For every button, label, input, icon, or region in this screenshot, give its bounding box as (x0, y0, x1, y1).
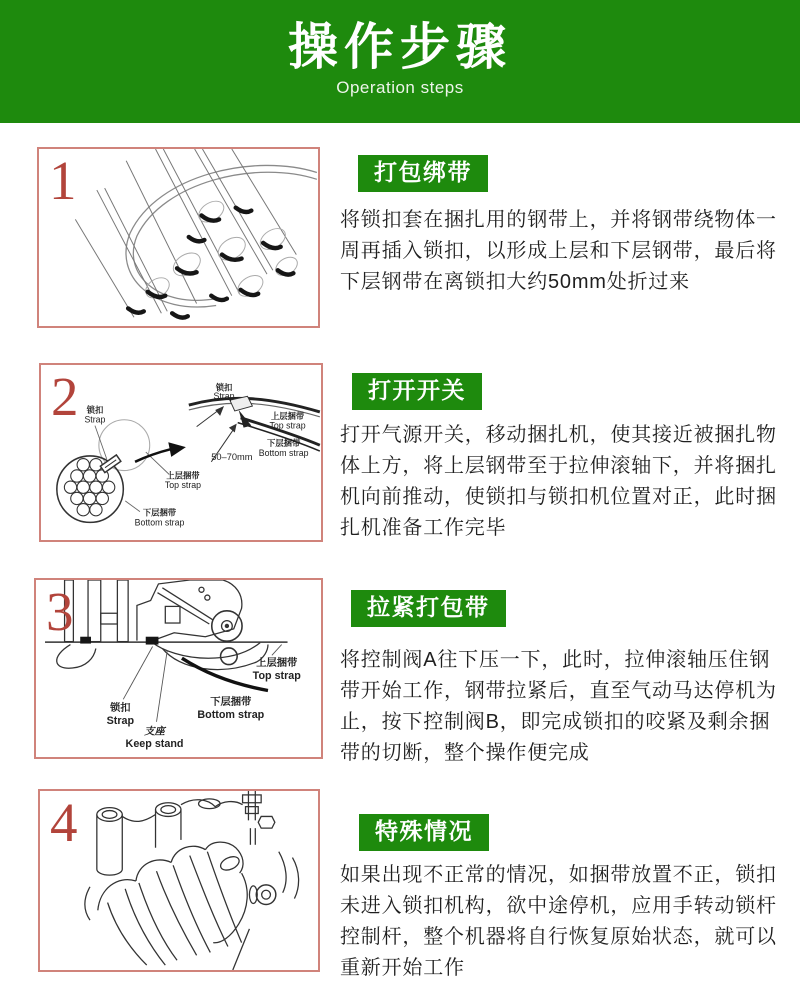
d2-top-strap-mid-label-en: Top strap (164, 480, 202, 491)
step-3-text: 将控制阀A往下压一下，此时，拉伸滚轴压住钢带开始工作，钢带拉紧后，直至气动马达停机为止，按下控制阀B，即完成锁扣的咬紧及剩余捆带的切断，整个操作便完成 (340, 649, 777, 764)
d3-buckle-label-cn: 锁扣 (110, 703, 131, 715)
pipe-bundle-strapping-illustration (39, 149, 318, 326)
d2-bottom-strap-right-label-cn: 下层捆带 (267, 438, 301, 449)
d2-bottom-strap-low-label-en: Bottom strap (134, 517, 185, 528)
d3-bottom-strap-label-en: Bottom strap (197, 708, 265, 721)
step-1-diagram-box (37, 147, 320, 328)
d2-buckle2-label-cn: 锁扣 (215, 382, 233, 393)
d3-top-strap-label-en: Top strap (252, 669, 301, 682)
header-banner (0, 0, 800, 123)
step-4-diagram-box (38, 789, 320, 972)
hand-on-lever-illustration (40, 791, 318, 970)
d2-buckle-label-en: Strap (84, 414, 106, 425)
step-1-text: 将锁扣套在捆扎用的钢带上，并将钢带绕物体一周再插入锁扣，以形成上层和下层钢带，最后将下层钢带在离锁扣大约50mm处折过来 (340, 209, 777, 293)
step-2-number: 2 (51, 366, 79, 427)
d3-keep-stand-label-cn: 支座 (144, 726, 165, 738)
page-subtitle: Operation steps (336, 78, 464, 97)
step-3-label: 拉紧打包带 (351, 590, 506, 627)
step-4-text: 如果出现不正常的情况，如捆带放置不正，锁扣未进入锁扣机构，欲中途停机，应用手转动锁杆控制杆，整个机器将自行恢复原始状态，就可以重新开始工作 (340, 864, 777, 979)
d2-buckle-label-cn: 锁扣 (86, 404, 104, 415)
d2-bottom-strap-low-label-cn: 下层捆带 (142, 507, 177, 518)
step-3-number: 3 (46, 581, 74, 642)
d2-dimension-label: 50–70mm (211, 451, 253, 462)
d2-buckle2-label-en: Strap (213, 391, 235, 402)
strap-cross-section-illustration (41, 365, 321, 540)
step-2-label: 打开开关 (352, 373, 482, 410)
d2-top-strap-right-label-cn: 上层捆带 (270, 410, 305, 421)
d3-buckle-label-en: Strap (106, 714, 135, 727)
step-2-diagram-box (39, 363, 323, 542)
d3-bottom-strap-label-cn: 下层捆带 (210, 697, 252, 709)
tensioner-mechanism-illustration (36, 580, 321, 757)
d2-top-strap-right-label-en: Top strap (269, 420, 306, 431)
d3-keep-stand-label-en: Keep stand (125, 738, 184, 751)
step-1-number: 1 (49, 150, 77, 211)
step-4-number: 4 (50, 792, 78, 853)
d3-top-strap-label-cn: 上层捆带 (256, 658, 298, 670)
step-3-diagram-box (34, 578, 323, 759)
step-1-label: 打包绑带 (358, 155, 488, 192)
page-title: 操作步骤 (288, 19, 512, 75)
step-4-label: 特殊情况 (359, 814, 489, 851)
step-2-text: 打开气源开关，移动捆扎机，使其接近被捆扎物体上方，将上层钢带至于拉伸滚轴下，并将捆扎机向前推动，使锁扣与锁扣机位置对正，此时捆扎机准备工作完毕 (340, 424, 777, 539)
d2-top-strap-mid-label-cn: 上层捆带 (166, 470, 200, 481)
d2-bottom-strap-right-label-en: Bottom strap (258, 447, 309, 458)
